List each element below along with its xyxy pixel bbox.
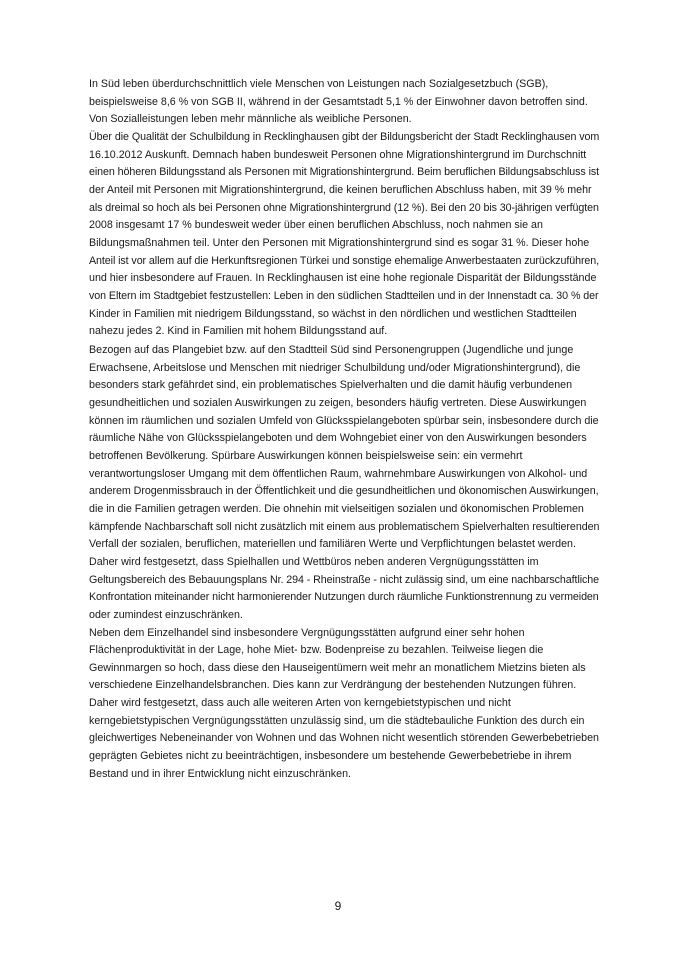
text-line: betroffenen Bevölkerung. Spürbare Auswirkungen können beispielsweise sein: ein vermehrt [89, 449, 523, 462]
text-line: Geltungsbereich des Bebauungsplans Nr. 294 - Rheinstraße - nicht zulässig sind, um eine nachbarschaftliche [89, 573, 600, 586]
text-line: kämpfende Nachbarschaft soll nicht zusätzlich mit einem aus problematischem Spielverhalten resultierenden [89, 520, 600, 533]
text-line: Flächenproduktivität in der Lage, hohe Miet- bzw. Bodenpreise zu bezahlen. Teilweise liegen die [89, 644, 544, 657]
page-number: 9 [334, 899, 342, 913]
text-line: gesundheitlichen und sozialen Auswirkungen zu zeigen, besonders häufig vertreten. Diese Auswirkungen [89, 396, 587, 409]
text-line: können im räumlichen und sozialen Umfeld von Glücksspielangeboten spürbar sein, insbesondere durch die [89, 414, 599, 427]
text-line: gleichwertiges Nebeneinander von Wohnen und das Wohnen nicht wesentlich störenden Gewerbebetrieben [89, 732, 599, 745]
text-line: räumliche Nähe von Glücksspielangeboten und dem Wohngebiet einer von den Auswirkungen besonders [89, 432, 587, 445]
text-line: die in die Familien getragen werden. Die ohnehin mit vielseitigen sozialen und ökonomischen Problemen [89, 502, 584, 515]
text-line: verschiedene Einzelhandelsbranchen. Dies kann zur Verdrängung der bestehenden Nutzungen führen. [89, 679, 577, 692]
text-line: besonders stark gefährdet sind, ein problematisches Spielverhalten und die damit häufig verbundenen [89, 379, 573, 392]
text-line: Neben dem Einzelhandel sind insbesondere Vergnügungsstätten aufgrund einer sehr hohen [89, 626, 525, 639]
text-line: und hier insbesondere auf Frauen. In Recklinghausen ist eine hohe regionale Disparität der Bildungsstände [89, 272, 597, 285]
text-line: Verfall der sozialen, beruflichen, materiellen und familiären Werte und Verpflichtungen belastet werden. [89, 538, 576, 551]
text-line: einen höheren Bildungsstand als Personen mit Migrationshintergrund. Beim beruflichen Bildungsabschluss ist [89, 166, 600, 179]
text-line: Anteil ist vor allem auf die Herkunftsregionen Türkei und sonstige ehemalige Anwerbestaaten zurückzuführen, [89, 254, 600, 267]
text-line: Kinder in Familien mit niedrigem Bildungsstand, so wächst in den nördlichen und westlichen Stadtteilen [89, 307, 577, 320]
paragraph-social-education [89, 76, 599, 341]
text-line: Daher wird festgesetzt, dass auch alle weiteren Arten von kerngebietstypischen und nicht [89, 697, 511, 710]
text-line: Bestand und in ihrer Entwicklung nicht einzuschränken. [89, 767, 351, 780]
text-line: Daher wird festgesetzt, dass Spielhallen und Wettbüros neben anderen Vergnügungsstätten im [89, 555, 539, 568]
text-line: Von Sozialleistungen leben mehr männliche als weibliche Personen. [89, 113, 412, 126]
text-line: als dreimal so hoch als bei Personen ohne Migrationshintergrund (12 %). Bei den 20 bis 30-jährigen verfügten [89, 201, 599, 214]
text-line: Bildungsmaßnahmen teil. Unter den Personen mit Migrationshintergrund sind es sogar 31 %. Dieser hohe [89, 236, 590, 249]
text-line: Gewinnmargen so hoch, dass diese den Hauseigentümern weit mehr an monatlichem Mietzins bieten als [89, 661, 586, 674]
text-line: anderem Drogenmissbrauch in der Öffentlichkeit und die gesundheitlichen und ökonomischen Auswirkungen, [89, 485, 599, 498]
text-line: verantwortungsloser Umgang mit dem öffentlichen Raum, wahrnehmbare Auswirkungen von Alkohol- und [89, 467, 588, 480]
text-line: nahezu jedes 2. Kind in Familien mit hohem Bildungsstand auf. [89, 325, 388, 338]
paragraph-plan-area-gaming [89, 342, 599, 783]
text-line: In Süd leben überdurchschnittlich viele Menschen von Leistungen nach Sozialgesetzbuch (SGB), [89, 78, 549, 90]
text-line: Erwachsene, Arbeitslose und Menschen mit niedriger Schulbildung und/oder Migrationshintergrund), die [89, 361, 581, 374]
text-line: Über die Qualität der Schulbildung in Recklinghausen gibt der Bildungsbericht der Stadt Recklinghausen vom [89, 130, 600, 143]
text-line: geprägten Gebietes nicht zu beeinträchtigen, insbesondere um bestehende Gewerbebetriebe in ihrem [89, 750, 572, 763]
text-line: Konfrontation miteinander nicht harmonierender Nutzungen durch räumliche Funktionstrennung zu vermeiden [89, 591, 599, 604]
text-line: der Anteil mit Personen mit Migrationshintergrund, die keinen beruflichen Abschluss haben, mit 39 % mehr [89, 183, 592, 196]
text-line: kerngebietstypischen Vergnügungsstätten unzulässig sind, um die städtebauliche Funktion des durch ein [89, 714, 585, 727]
text-line: Bezogen auf das Plangebiet bzw. auf den Stadtteil Süd sind Personengruppen (Jugendliche und junge [89, 344, 574, 356]
text-line: oder zumindest einzuschränken. [89, 608, 243, 621]
text-line: beispielsweise 8,6 % von SGB II, während in der Gesamtstadt 5,1 % der Einwohner davon betroffen sind. [89, 95, 588, 108]
text-line: 16.10.2012 Auskunft. Demnach haben bundesweit Personen ohne Migrationshintergrund im Durchschnitt [89, 148, 587, 161]
text-line: von Eltern im Stadtgebiet festzustellen: Leben in den südlichen Stadtteilen und in der Innenstadt ca. 30 % der [89, 289, 599, 302]
text-line: 2008 insgesamt 17 % bundesweit weder über einen beruflichen Abschluss, noch nahmen sie an [89, 219, 543, 232]
